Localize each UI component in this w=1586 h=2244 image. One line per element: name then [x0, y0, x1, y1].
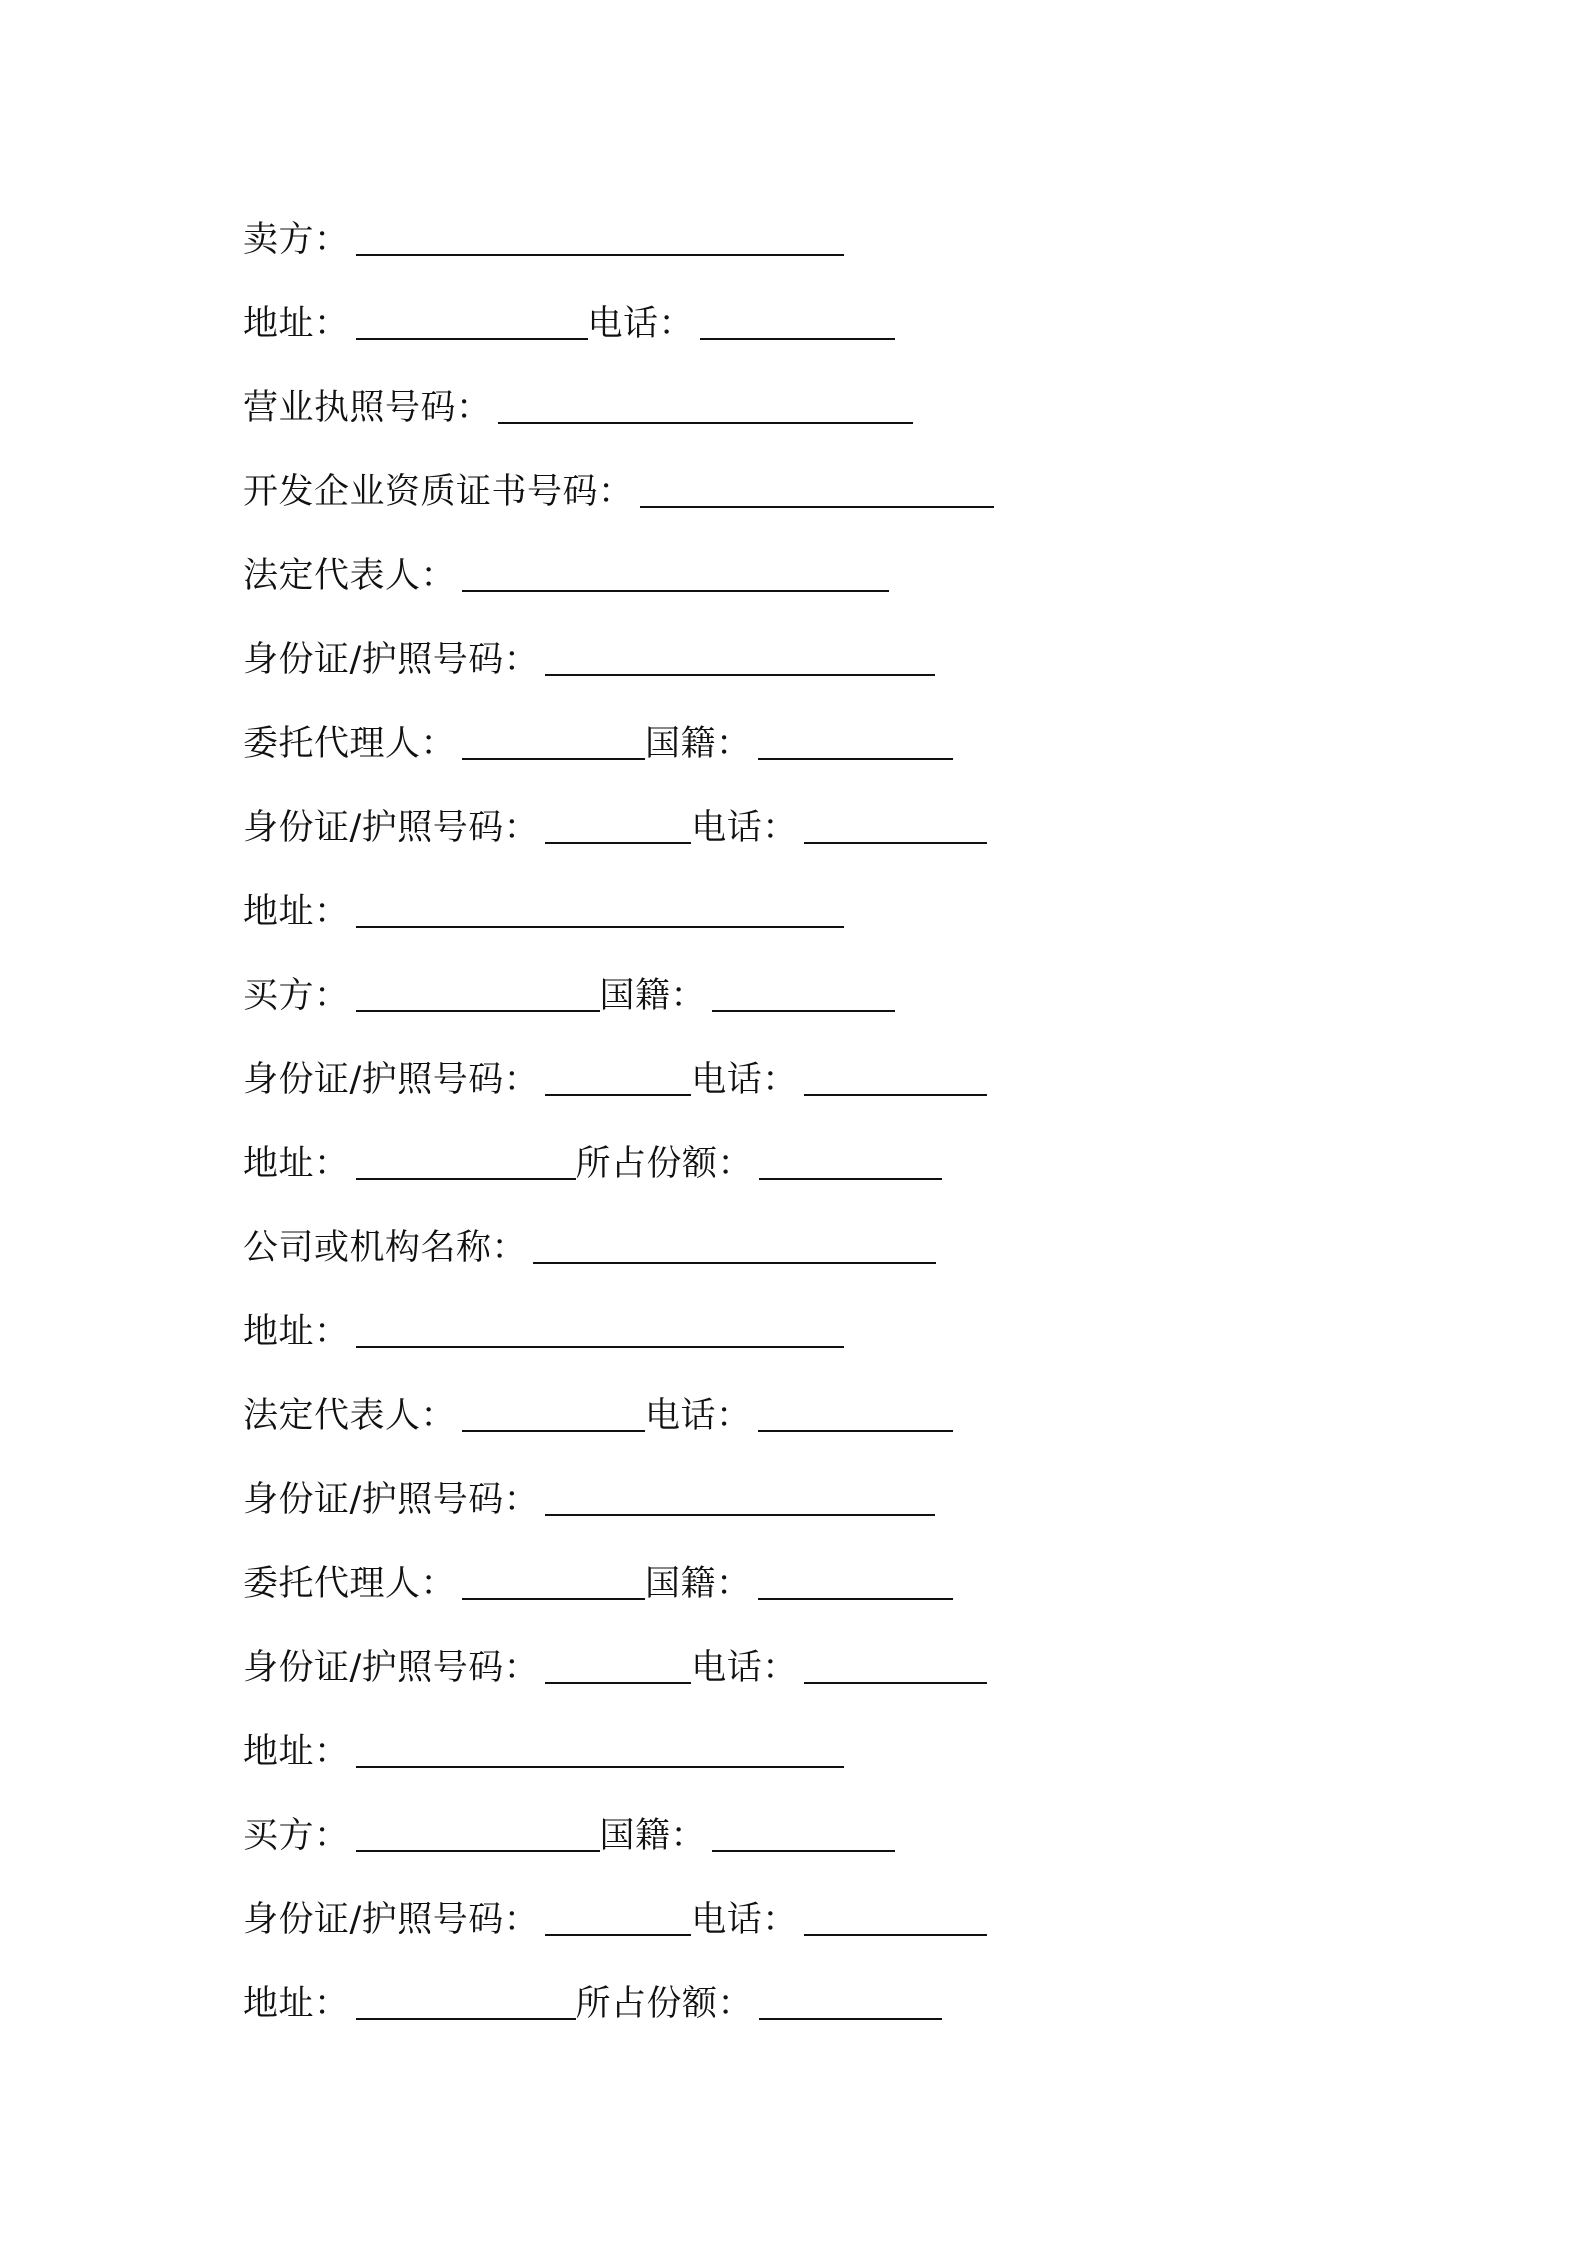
form-field	[243, 556, 889, 596]
fill-in-blank-line[interactable]	[545, 674, 935, 676]
form-field	[243, 1312, 844, 1352]
field-label: 电话：	[691, 1900, 798, 1940]
fill-in-blank-line[interactable]	[759, 1178, 942, 1180]
fill-in-blank-line[interactable]	[804, 842, 987, 844]
fill-in-blank-line[interactable]	[356, 1010, 600, 1012]
fill-in-blank-line[interactable]	[498, 422, 913, 424]
fill-in-blank-line[interactable]	[545, 1682, 691, 1684]
fill-in-blank-line[interactable]	[545, 1514, 935, 1516]
fill-in-blank-line[interactable]	[533, 1262, 936, 1264]
form-row	[243, 1266, 994, 1350]
form-row	[243, 930, 994, 1014]
field-label: 地址：	[243, 1312, 350, 1352]
form-field	[243, 1480, 935, 1520]
fill-in-blank-line[interactable]	[712, 1850, 895, 1852]
fill-in-blank-line[interactable]	[640, 506, 994, 508]
field-label: 地址：	[243, 1732, 350, 1772]
field-label: 地址：	[243, 892, 350, 932]
form-row	[243, 258, 994, 342]
form-row	[243, 1518, 994, 1602]
form-field	[691, 1060, 987, 1100]
field-label: 地址：	[243, 1144, 350, 1184]
fill-in-blank-line[interactable]	[804, 1934, 987, 1936]
form-row	[243, 1182, 994, 1266]
form-row	[243, 1098, 994, 1182]
field-label: 所占份额：	[575, 1144, 754, 1184]
form-field	[243, 1396, 645, 1436]
form-field	[243, 1732, 844, 1772]
fill-in-blank-line[interactable]	[545, 842, 691, 844]
field-label: 公司或机构名称：	[243, 1228, 528, 1268]
fill-in-blank-line[interactable]	[758, 1598, 953, 1600]
form-row	[243, 426, 994, 510]
fill-in-blank-line[interactable]	[545, 1934, 691, 1936]
field-label: 身份证/护照号码：	[243, 1060, 540, 1100]
form-row	[243, 594, 994, 678]
form-row	[243, 1854, 994, 1938]
field-label: 地址：	[243, 304, 350, 344]
fill-in-blank-line[interactable]	[804, 1682, 987, 1684]
form-field	[691, 1900, 987, 1940]
fill-in-blank-line[interactable]	[462, 1430, 645, 1432]
form-row	[243, 1602, 994, 1686]
form-field	[645, 1396, 953, 1436]
form-field	[243, 1816, 600, 1856]
field-label: 身份证/护照号码：	[243, 640, 540, 680]
fill-in-blank-line[interactable]	[700, 338, 895, 340]
fill-in-blank-line[interactable]	[356, 338, 588, 340]
form-field	[243, 1144, 576, 1184]
form-row	[243, 1770, 994, 1854]
form-field	[691, 1648, 987, 1688]
form-field	[243, 1228, 936, 1268]
form-field	[243, 976, 600, 1016]
form-row	[243, 678, 994, 762]
form-row	[243, 1686, 994, 1770]
field-label: 卖方：	[243, 220, 350, 260]
fill-in-blank-line[interactable]	[356, 926, 844, 928]
form-field	[645, 1564, 953, 1604]
form-field	[243, 472, 994, 512]
field-label: 国籍：	[645, 1564, 752, 1604]
field-label: 身份证/护照号码：	[243, 1648, 540, 1688]
fill-in-blank-line[interactable]	[712, 1010, 895, 1012]
fill-in-blank-line[interactable]	[356, 1766, 844, 1768]
field-label: 国籍：	[599, 976, 707, 1016]
form-field	[243, 1060, 691, 1100]
form-row	[243, 1434, 994, 1518]
field-label: 法定代表人：	[243, 1396, 457, 1436]
fill-in-blank-line[interactable]	[356, 2018, 576, 2020]
form-field	[691, 808, 987, 848]
field-label: 身份证/护照号码：	[243, 808, 540, 848]
fill-in-blank-line[interactable]	[462, 758, 645, 760]
fill-in-blank-line[interactable]	[545, 1094, 691, 1096]
field-label: 法定代表人：	[243, 556, 457, 596]
field-label: 身份证/护照号码：	[243, 1480, 540, 1520]
form-field	[243, 640, 935, 680]
form-field	[645, 724, 953, 764]
field-label: 电话：	[691, 1648, 798, 1688]
field-label: 电话：	[587, 304, 695, 344]
fill-in-blank-line[interactable]	[356, 254, 844, 256]
field-label: 买方：	[243, 1816, 350, 1856]
field-label: 身份证/护照号码：	[243, 1900, 540, 1940]
field-label: 国籍：	[645, 724, 752, 764]
form-field	[243, 892, 844, 932]
form-field	[243, 388, 913, 428]
form-field	[243, 1648, 691, 1688]
form-field	[243, 1900, 691, 1940]
form-field	[243, 304, 588, 344]
form-row	[243, 1938, 994, 2022]
form-field	[575, 1144, 943, 1184]
form-field	[575, 1984, 943, 2024]
fill-in-blank-line[interactable]	[758, 758, 953, 760]
form-field	[243, 1984, 576, 2024]
field-label: 委托代理人：	[243, 724, 457, 764]
form-field	[243, 1564, 645, 1604]
field-label: 电话：	[645, 1396, 752, 1436]
form-field	[587, 304, 896, 344]
form-field	[243, 724, 645, 764]
field-label: 国籍：	[599, 1816, 707, 1856]
field-label: 电话：	[691, 808, 798, 848]
form-field	[243, 220, 844, 260]
form-row	[243, 1014, 994, 1098]
fill-in-blank-line[interactable]	[804, 1094, 987, 1096]
field-label: 开发企业资质证书号码：	[243, 472, 634, 512]
field-label: 电话：	[691, 1060, 798, 1100]
form-row	[243, 342, 994, 426]
form-field	[243, 808, 691, 848]
field-label: 委托代理人：	[243, 1564, 457, 1604]
form-row	[243, 1350, 994, 1434]
form-row	[243, 762, 994, 846]
field-label: 所占份额：	[575, 1984, 754, 2024]
form-field	[599, 1816, 896, 1856]
fill-in-blank-line[interactable]	[356, 1346, 844, 1348]
contract-party-form	[243, 198, 994, 2022]
field-label: 营业执照号码：	[243, 388, 492, 428]
field-label: 买方：	[243, 976, 350, 1016]
fill-in-blank-line[interactable]	[356, 1850, 600, 1852]
fill-in-blank-line[interactable]	[462, 1598, 645, 1600]
form-row	[243, 846, 994, 930]
form-field	[599, 976, 896, 1016]
field-label: 地址：	[243, 1984, 350, 2024]
form-row	[243, 510, 994, 594]
fill-in-blank-line[interactable]	[759, 2018, 942, 2020]
fill-in-blank-line[interactable]	[758, 1430, 953, 1432]
fill-in-blank-line[interactable]	[462, 590, 889, 592]
fill-in-blank-line[interactable]	[356, 1178, 576, 1180]
form-row	[243, 198, 994, 258]
